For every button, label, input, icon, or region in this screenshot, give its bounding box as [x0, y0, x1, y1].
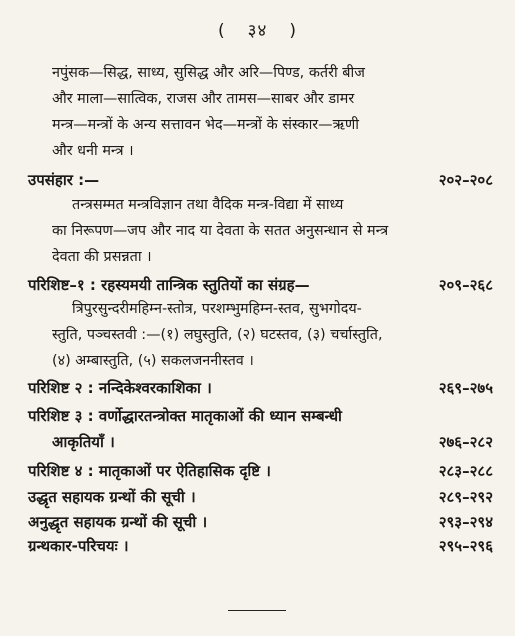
- toc-entry-parishisht-1: [28, 275, 493, 295]
- upasanhar-line-3: देवता की प्रसन्नता ।: [52, 249, 152, 265]
- page-number: ३४: [247, 21, 268, 41]
- parishisht-3-title-cont: आकृतियाँ ।: [52, 433, 115, 451]
- toc-entry-parishisht-3: [28, 406, 493, 426]
- upasanhar-line-1: तन्त्रसम्मत मन्त्रविज्ञान तथा वैदिक मन्त्र-विद्या में साध्य: [72, 197, 344, 213]
- parishisht-4-pages: २८३–२८८: [438, 462, 493, 480]
- parishisht-1-line-3: (४) अम्बास्तुति, (५) सकलजननीस्तव ।: [52, 353, 254, 369]
- granthkar-pages: २९५–२९६: [438, 537, 493, 555]
- toc-entry-uddhrit: [28, 487, 493, 507]
- upasanhar-pages: २०२–२०८: [438, 171, 493, 189]
- upasanhar-title: उपसंहार :—: [28, 171, 100, 189]
- intro-line-4: और धनी मन्त्र ।: [52, 143, 134, 159]
- toc-entry-anuddhrit: [28, 512, 493, 532]
- intro-line-3: मन्त्र—मन्त्रों के अन्य सत्तावन भेद—मन्त्रों के संस्कार—ऋणी: [52, 117, 359, 133]
- uddhrit-title: उद्धृत सहायक ग्रन्थों की सूची ।: [28, 488, 196, 506]
- toc-entry-granthkar: [28, 536, 493, 556]
- intro-line-2: और माला—सात्विक, राजस और तामस—साबर और डामर: [52, 91, 355, 107]
- parishisht-3-title: परिशिष्ट ३ : वर्णोद्धारतन्त्रोक्त मातृकाओं की ध्यान सम्बन्धी: [28, 407, 342, 425]
- anuddhrit-title: अनुद्धृत सहायक ग्रन्थों की सूची ।: [28, 513, 208, 531]
- uddhrit-pages: २८९–२९२: [438, 488, 493, 506]
- open-paren: (: [218, 21, 226, 41]
- close-paren: ): [289, 21, 297, 41]
- parishisht-2-pages: २६९–२७५: [438, 379, 493, 397]
- parishisht-1-line-2: स्तुति, पञ्चस्तवी :—(१) लघुस्तुति, (२) घटस्तव, (३) चर्चास्तुति,: [52, 327, 383, 343]
- granthkar-title: ग्रन्थकार-परिचयः ।: [28, 537, 129, 555]
- toc-entry-parishisht-3-cont: [52, 432, 493, 452]
- intro-line-1: नपुंसक—सिद्ध, साध्य, सुसिद्ध और अरि—पिण्ड, कर्तरी बीज: [52, 65, 365, 81]
- parishisht-1-title: परिशिष्ट–१ : रहस्यमयी तान्त्रिक स्तुतियों का संग्रह—: [28, 276, 310, 294]
- upasanhar-line-2: का निरूपण—जप और नाद या देवता के सतत अनुसन्धान से मन्त्र: [52, 223, 389, 239]
- anuddhrit-pages: २९३–२९४: [438, 513, 493, 531]
- toc-entry-parishisht-2: [28, 378, 493, 398]
- parishisht-1-line-1: त्रिपुरसुन्दरीमहिम्न-स्तोत्र, परशम्भुमहिम्न-स्तव, सुभगोदय-: [72, 301, 362, 317]
- page-number-header: [0, 18, 515, 41]
- parishisht-4-title: परिशिष्ट ४ : मातृकाओं पर ऐतिहासिक दृष्टि ।: [28, 462, 271, 480]
- parishisht-2-title: परिशिष्ट २ : नन्दिकेश्वरकाशिका ।: [28, 379, 212, 397]
- parishisht-3-pages: २७६–२८२: [438, 433, 493, 451]
- toc-entry-parishisht-4: [28, 461, 493, 481]
- parishisht-1-pages: २०९–२६८: [438, 276, 493, 294]
- section-divider: [228, 610, 286, 611]
- toc-entry-upasanhar: [28, 170, 493, 190]
